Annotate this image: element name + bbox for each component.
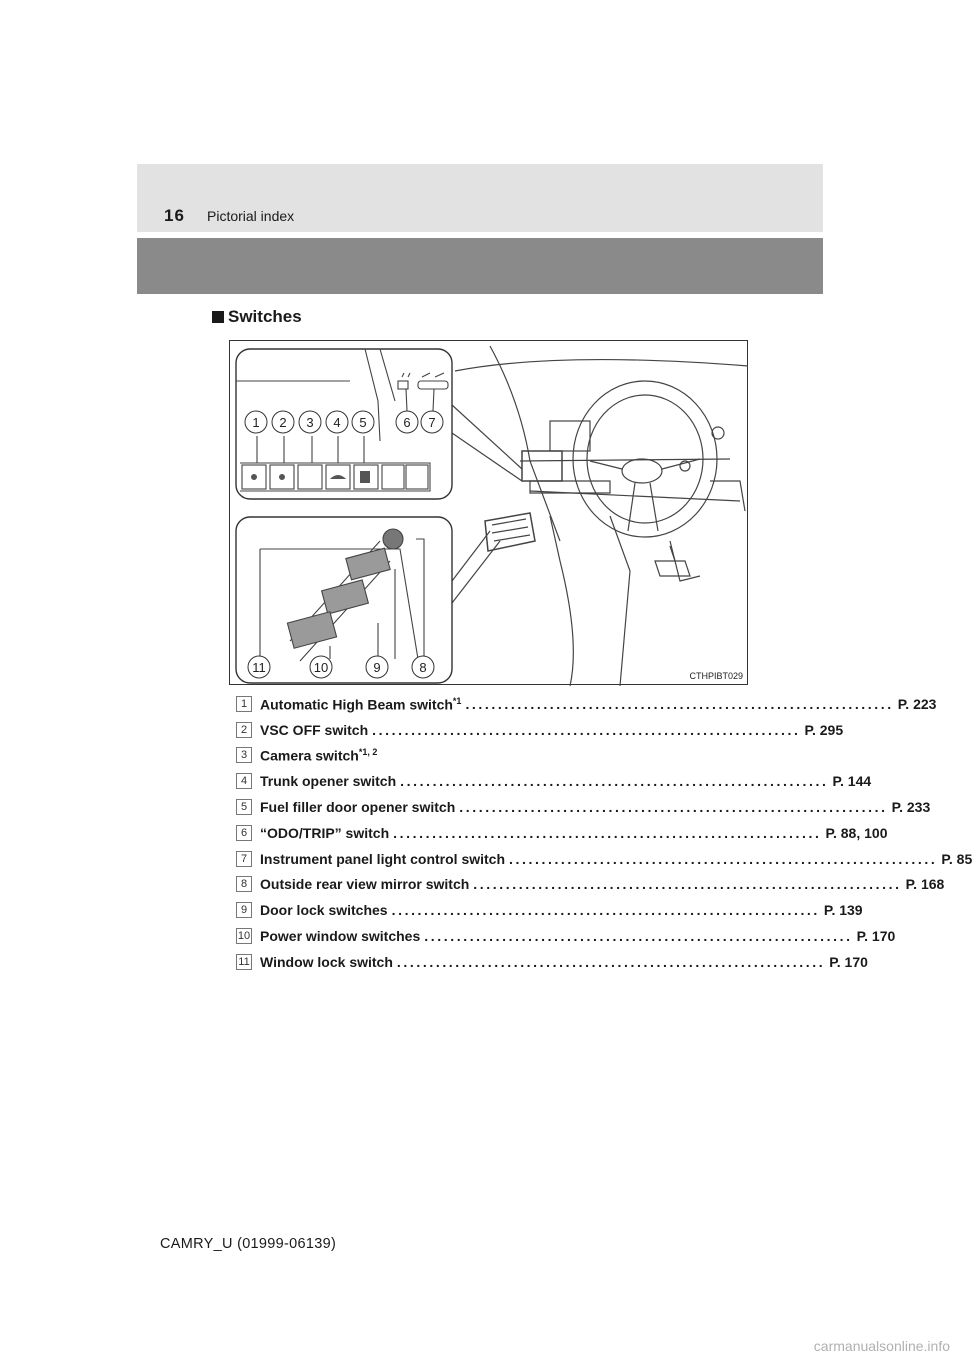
- item-number: 6: [236, 825, 252, 841]
- item-number: 10: [237, 930, 251, 943]
- item-page-ref[interactable]: P. 88, 100: [825, 824, 888, 841]
- header-dark-band: [137, 238, 823, 294]
- item-page-ref[interactable]: P. 170: [856, 928, 896, 945]
- item-number: 7: [236, 851, 252, 867]
- item-label: Instrument panel light control switch: [260, 850, 506, 867]
- item-page-ref[interactable]: P. 295: [804, 721, 844, 738]
- callout-2: 2: [279, 415, 287, 430]
- dot-leader: ..................................................................: [473, 876, 902, 893]
- item-number: 3: [236, 747, 252, 763]
- item-number: 5: [236, 799, 252, 815]
- list-item: [236, 846, 972, 872]
- item-page-ref[interactable]: P. 85: [941, 850, 972, 867]
- subheading: [212, 307, 302, 327]
- item-number: 1: [236, 696, 252, 712]
- callout-11: 11: [252, 660, 266, 675]
- page-number: 16: [164, 206, 185, 225]
- list-item: [236, 717, 844, 743]
- item-label: Trunk opener switch: [260, 773, 397, 790]
- dot-leader: ..................................................................: [509, 850, 938, 867]
- callout-3: 3: [306, 415, 314, 430]
- callout-6: 6: [403, 415, 411, 430]
- dot-leader: ..................................................................: [396, 953, 826, 970]
- item-label: Outside rear view mirror switch: [260, 876, 470, 893]
- callout-svg: [229, 340, 748, 685]
- figure-code: CTHPIBT029: [689, 671, 743, 681]
- callout-7: 7: [428, 415, 436, 430]
- section-title: Pictorial index: [207, 208, 295, 224]
- dot-leader: ..................................................................: [391, 902, 820, 919]
- callout-9: 9: [373, 660, 381, 675]
- item-label: Door lock switches: [260, 902, 388, 919]
- item-page-ref[interactable]: P. 144: [832, 773, 872, 790]
- dot-leader: ..................................................................: [459, 799, 888, 816]
- dot-leader: ..................................................................: [465, 695, 894, 712]
- item-page-ref[interactable]: P. 168: [905, 876, 945, 893]
- callout-layer: [229, 340, 748, 685]
- list-item: [236, 897, 863, 923]
- item-label: Fuel filler door opener switch: [260, 799, 456, 816]
- dot-leader: ..................................................................: [424, 928, 853, 945]
- item-page-ref[interactable]: P. 233: [891, 799, 931, 816]
- list-item: [236, 923, 896, 949]
- list-item: [236, 872, 945, 898]
- item-number: 11: [236, 954, 252, 970]
- callout-8: 8: [419, 660, 427, 675]
- list-item: [236, 794, 931, 820]
- list-item: [236, 768, 872, 794]
- item-page-ref[interactable]: P. 139: [823, 902, 863, 919]
- item-page-ref[interactable]: P. 223: [897, 695, 937, 712]
- item-number: 2: [236, 722, 252, 738]
- list-item: [236, 949, 868, 975]
- switch-list: [236, 691, 972, 975]
- subheading-text: Switches: [228, 307, 302, 326]
- item-number: 4: [236, 773, 252, 789]
- footer-model-code: CAMRY_U (01999-06139): [160, 1236, 337, 1252]
- callout-4: 4: [333, 415, 341, 430]
- dot-leader: ..................................................................: [393, 824, 822, 841]
- callout-5: 5: [359, 415, 367, 430]
- list-item: [236, 820, 888, 846]
- item-label: “ODO/TRIP” switch: [260, 824, 390, 841]
- dot-leader: ..................................................................: [400, 773, 829, 790]
- square-bullet-icon: [212, 311, 224, 323]
- watermark[interactable]: carmanualsonline.info: [813, 1338, 950, 1354]
- item-label: Window lock switch: [260, 953, 393, 970]
- list-item: [236, 743, 722, 769]
- list-item: [236, 691, 937, 717]
- dot-leader: ..................................................................: [372, 721, 801, 738]
- callout-10: 10: [313, 660, 329, 675]
- callout-1: 1: [252, 415, 260, 430]
- item-number: 9: [236, 902, 252, 918]
- item-label: Automatic High Beam switch$^{*1}$: [260, 695, 462, 713]
- item-label: VSC OFF switch: [260, 721, 369, 738]
- item-number: 8: [236, 876, 252, 892]
- item-page-ref[interactable]: P. 170: [829, 953, 868, 970]
- item-label: Power window switches: [260, 928, 421, 945]
- item-label: Camera switch$^{*1, 2}$: [260, 747, 378, 764]
